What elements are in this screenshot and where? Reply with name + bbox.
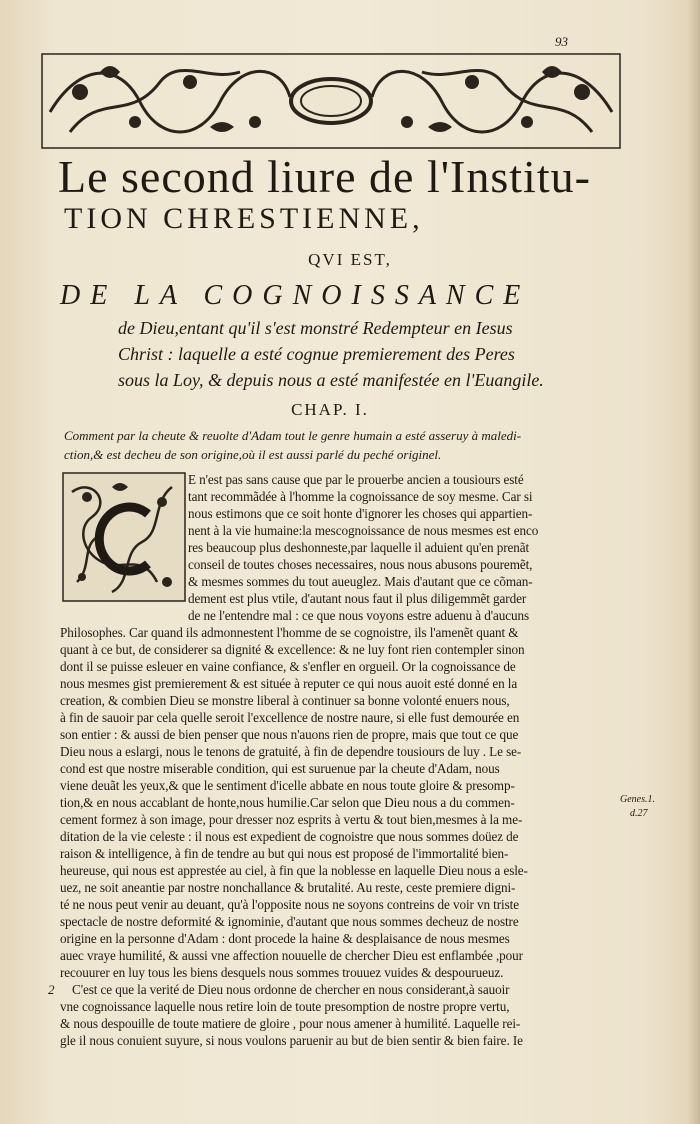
body-text-line: & nous despouille de toute matiere de gloire , pour nous amener à humilité. Laquelle rei- bbox=[60, 1016, 521, 1031]
body-text-line: res beaucoup plus deshonneste,par laquelle il aduient qu'en prenãt bbox=[188, 540, 530, 555]
body-text-line: dement est plus vtile, d'autant nous faut il plus diligemmẽt garder bbox=[188, 591, 527, 606]
subtitle-line: sous la Loy, & depuis nous a esté manifestée en l'Euangile. bbox=[118, 370, 544, 390]
page-edge-shadow bbox=[688, 0, 700, 1124]
body-text-line: tion,& en nous accablant de honte,nous humilie.Car selon que Dieu nous a du commen- bbox=[60, 795, 515, 810]
body-text-line: cond est que nostre miserable condition, qui est suruenue par la cheute d'Adam, nous bbox=[60, 761, 500, 776]
body-text-line: tant recommãdée à l'homme la cognoissance de soy mesme. Car si bbox=[188, 489, 533, 504]
title-line-2: TION CHRESTIENNE, bbox=[64, 202, 424, 235]
dropcap-c-illustration bbox=[62, 472, 186, 602]
marginal-note: d.27 bbox=[630, 808, 648, 819]
body-text-line: Philosophes. Car quand ils admonnestent l'homme de se cognoistre, ils l'amenẽt quant & bbox=[60, 625, 519, 640]
chapter-summary-line: ction,& est decheu de son origine,où il est aussi parlé du peché originel. bbox=[64, 447, 442, 462]
subtitle-line: Christ : laquelle a esté cognue premierement des Peres bbox=[118, 344, 515, 364]
body-text-line: conseil de toutes choses necessaires, nous nous abusons pouremẽt, bbox=[188, 557, 533, 572]
page-number: 93 bbox=[555, 34, 568, 49]
qui-est-heading: QVI EST, bbox=[308, 250, 392, 269]
marginal-note: Genes.1. bbox=[620, 794, 655, 805]
body-text-line: ditation de la vie celeste : il nous est expedient de cognoistre que nous sommes doüez de bbox=[60, 829, 519, 844]
body-text-line: C'est ce que la verité de Dieu nous ordonne de chercher en nous considerant,à sauoir bbox=[72, 982, 510, 997]
body-text-line: dont il se puisse esleuer en vaine confiance, & s'enfler en orgueil. Or la cognoissance de bbox=[60, 659, 516, 674]
title-line-1: Le second liure de l'Institu- bbox=[58, 151, 591, 202]
body-text-line: creation, & combien Dieu se monstre liberal à continuer sa bonne volonté enuers nous, bbox=[60, 693, 510, 708]
body-text-line: à fin de sauoir par cela quelle seroit l'excellence de nostre naure, si elle fust demourée en bbox=[60, 710, 520, 725]
body-text-line: auec vraye humilité, & aussi vne affection nouuelle de chercher Dieu est enflambée ,pour bbox=[60, 948, 523, 963]
body-text-line: heureuse, qui nous est apprestée au ciel, à fin que la noblesse en laquelle Dieu nous a esle- bbox=[60, 863, 528, 878]
body-text-line: viene deuãt les yeux,& que le sentiment d'icelle abbate en nous toute gloire & presomp- bbox=[60, 778, 515, 793]
body-text-line: nous estimons que ce soit honte d'ignorer les choses qui appartien- bbox=[188, 506, 533, 521]
body-text-line: quant à ce but, de considerer sa dignité & excellence: & ne luy font rien contempler sinon bbox=[60, 642, 525, 657]
body-text-line: té ne nous peut venir au deuant, qu'à l'opposite nous ne soyons contreins de voir vn triste bbox=[60, 897, 519, 912]
body-text-line: Dieu nous a eslargi, nous le tenons de gratuité, à fin de dependre tousiours de luy . Le se- bbox=[60, 744, 522, 759]
chapter-summary-line: Comment par la cheute & reuolte d'Adam tout le genre humain a esté asseruy à maledi- bbox=[64, 428, 522, 443]
body-text-line: son entier : & aussi de bien penser que nous n'auons rien de propre, mais que tout ce que bbox=[60, 727, 519, 742]
body-text-line: de ne l'entendre mal : ce que nous voyons estre aduenu à d'aucuns bbox=[188, 608, 530, 623]
body-text-line: origine en la personne d'Adam : dont procede la haine & desplaisance de nous mesmes bbox=[60, 931, 510, 946]
margin-number: 2 bbox=[48, 982, 55, 997]
body-text-line: uez, ne soit aneantie par nostre nonchallance & brutalité. Au reste, ceste premiere digni- bbox=[60, 880, 516, 895]
chapter-heading: CHAP. I. bbox=[291, 400, 369, 419]
body-text-line: spectacle de nostre deformité & ignominie, d'autant que nous sommes decheuz de nostre bbox=[60, 914, 519, 929]
body-text-line: nous mesmes gist premierement & est située à reputer ce qui nous auoit esté donné en la bbox=[60, 676, 518, 691]
body-text-line: E n'est pas sans cause que par le prouerbe ancien a tousiours esté bbox=[188, 472, 524, 487]
body-text-line: cement formez à son image, pour dresser noz esprits à vertu & tout bien,mesmes à la me- bbox=[60, 812, 523, 827]
subtitle-caps: DE LA COGNOISSANCE bbox=[60, 280, 531, 311]
body-text-line: nent à la vie humaine:la mescognoissance de nous mesmes est enco bbox=[188, 523, 539, 538]
body-text-line: recouurer en luy tous les biens desquels nous sommes trouuez vuides & despourueuz. bbox=[60, 965, 504, 980]
header-ornament bbox=[40, 52, 622, 150]
subtitle-line: de Dieu,entant qu'il s'est monstré Redempteur en Iesus bbox=[118, 318, 513, 338]
body-text-line: gle il nous conuient suyure, si nous voulons paruenir au but de bien sentir & bien faire. Ie bbox=[60, 1033, 523, 1048]
body-text-line: vne cognoissance laquelle nous retire loin de toute presomption de nostre propre vertu, bbox=[60, 999, 510, 1014]
body-text-line: raison & intelligence, à fin de tendre au but qui nous est proposé de l'immortalité bien- bbox=[60, 846, 509, 861]
body-text-line: & mesmes sommes du tout aueuglez. Mais d'autant que ce cõman- bbox=[188, 574, 533, 589]
